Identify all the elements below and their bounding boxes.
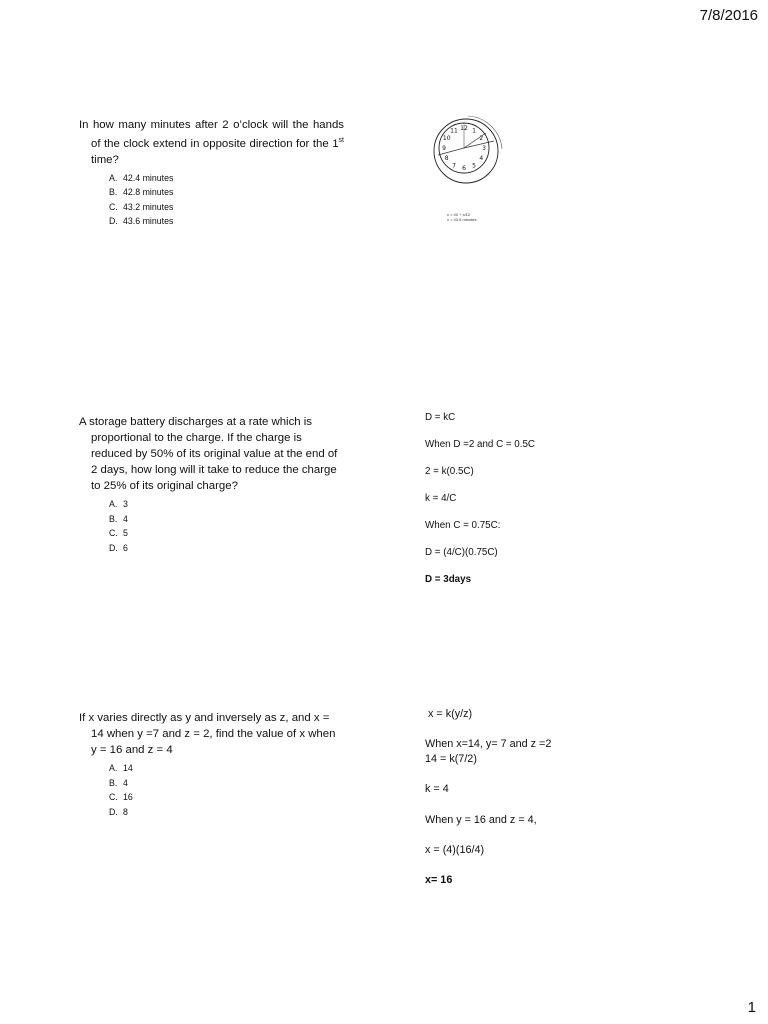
clock-numeral: 12 bbox=[460, 125, 468, 132]
clock-note: x = 40 + x/12 x = 43.6 minutes bbox=[447, 212, 477, 222]
choice-b: B. 4 bbox=[109, 777, 128, 788]
solution-line: When C = 0.75C: bbox=[425, 520, 501, 531]
solution-line: x = k(y/z) bbox=[428, 708, 473, 720]
choice-c: C. 16 bbox=[109, 792, 133, 802]
date-header: 7/8/2016 bbox=[699, 7, 758, 24]
question-3-text: If x varies directly as y and inversely as z, and x = 14 when y =7 and z = 2, find the value of x when y = 16 and z = 4 bbox=[79, 712, 336, 756]
clock-numeral: 1 bbox=[472, 127, 476, 135]
question-3 bbox=[79, 710, 344, 819]
clock-numeral: 7 bbox=[452, 162, 456, 170]
question-1 bbox=[79, 117, 344, 229]
choice-d: D. 43.6 minutes bbox=[109, 216, 174, 227]
clock-numeral: 10 bbox=[442, 135, 451, 142]
solution-answer: D = 3days bbox=[425, 574, 472, 585]
question-2-choices bbox=[79, 497, 344, 555]
solution-line: D = kC bbox=[425, 412, 456, 423]
choice-c: C. 43.2 minutes bbox=[109, 201, 174, 212]
choice-b: B. 4 bbox=[109, 513, 128, 524]
solution-line: k = 4 bbox=[425, 783, 449, 795]
question-3-choices bbox=[79, 761, 344, 819]
solution-line: k = 4/C bbox=[425, 493, 457, 504]
question-1-text: In how many minutes after 2 o’clock will the hands of the clock extend in opposite direction for the 1st time? bbox=[79, 119, 344, 166]
page-number: 1 bbox=[747, 999, 756, 1016]
choice-d: D. 6 bbox=[109, 542, 128, 553]
clock-numeral: 4 bbox=[479, 155, 484, 162]
choice-c: C. 5 bbox=[109, 528, 128, 538]
clock-numeral: 6 bbox=[462, 165, 466, 172]
solution-line: 14 = k(7/2) bbox=[425, 753, 477, 765]
clock-numeral: 11 bbox=[450, 127, 458, 135]
question-1-choices bbox=[79, 171, 344, 229]
choice-b: B. 42.8 minutes bbox=[109, 187, 174, 198]
choice-a: A. 42.4 minutes bbox=[109, 172, 174, 183]
choice-d: D. 8 bbox=[109, 806, 128, 817]
solution-answer: x= 16 bbox=[425, 874, 453, 886]
clock-numeral: 2 bbox=[479, 135, 484, 142]
clock-numeral: 5 bbox=[472, 162, 476, 170]
solution-line: When y = 16 and z = 4, bbox=[425, 814, 537, 826]
question-2 bbox=[79, 414, 344, 555]
solution-line: D = (4/C)(0.75C) bbox=[425, 547, 498, 558]
solution-line: When D =2 and C = 0.5C bbox=[425, 439, 536, 450]
clock-numeral: 9 bbox=[442, 145, 446, 152]
solution-line: 2 = k(0.5C) bbox=[425, 466, 474, 477]
choice-a: A. 14 bbox=[109, 763, 133, 773]
question-2-text: A storage battery discharges at a rate which is proportional to the charge. If the charge is reduced by 50% of its original value at the end of 2 days, how long will it take to reduce the charge to 25% of its original charge? bbox=[79, 416, 338, 492]
solution-line: When x=14, y= 7 and z =2 bbox=[425, 738, 552, 750]
clock-numeral: 8 bbox=[444, 155, 449, 162]
solution-line: x = (4)(16/4) bbox=[425, 844, 485, 856]
clock-diagram bbox=[428, 111, 510, 187]
choice-a: A. 3 bbox=[109, 499, 128, 509]
clock-numeral: 3 bbox=[482, 145, 486, 152]
